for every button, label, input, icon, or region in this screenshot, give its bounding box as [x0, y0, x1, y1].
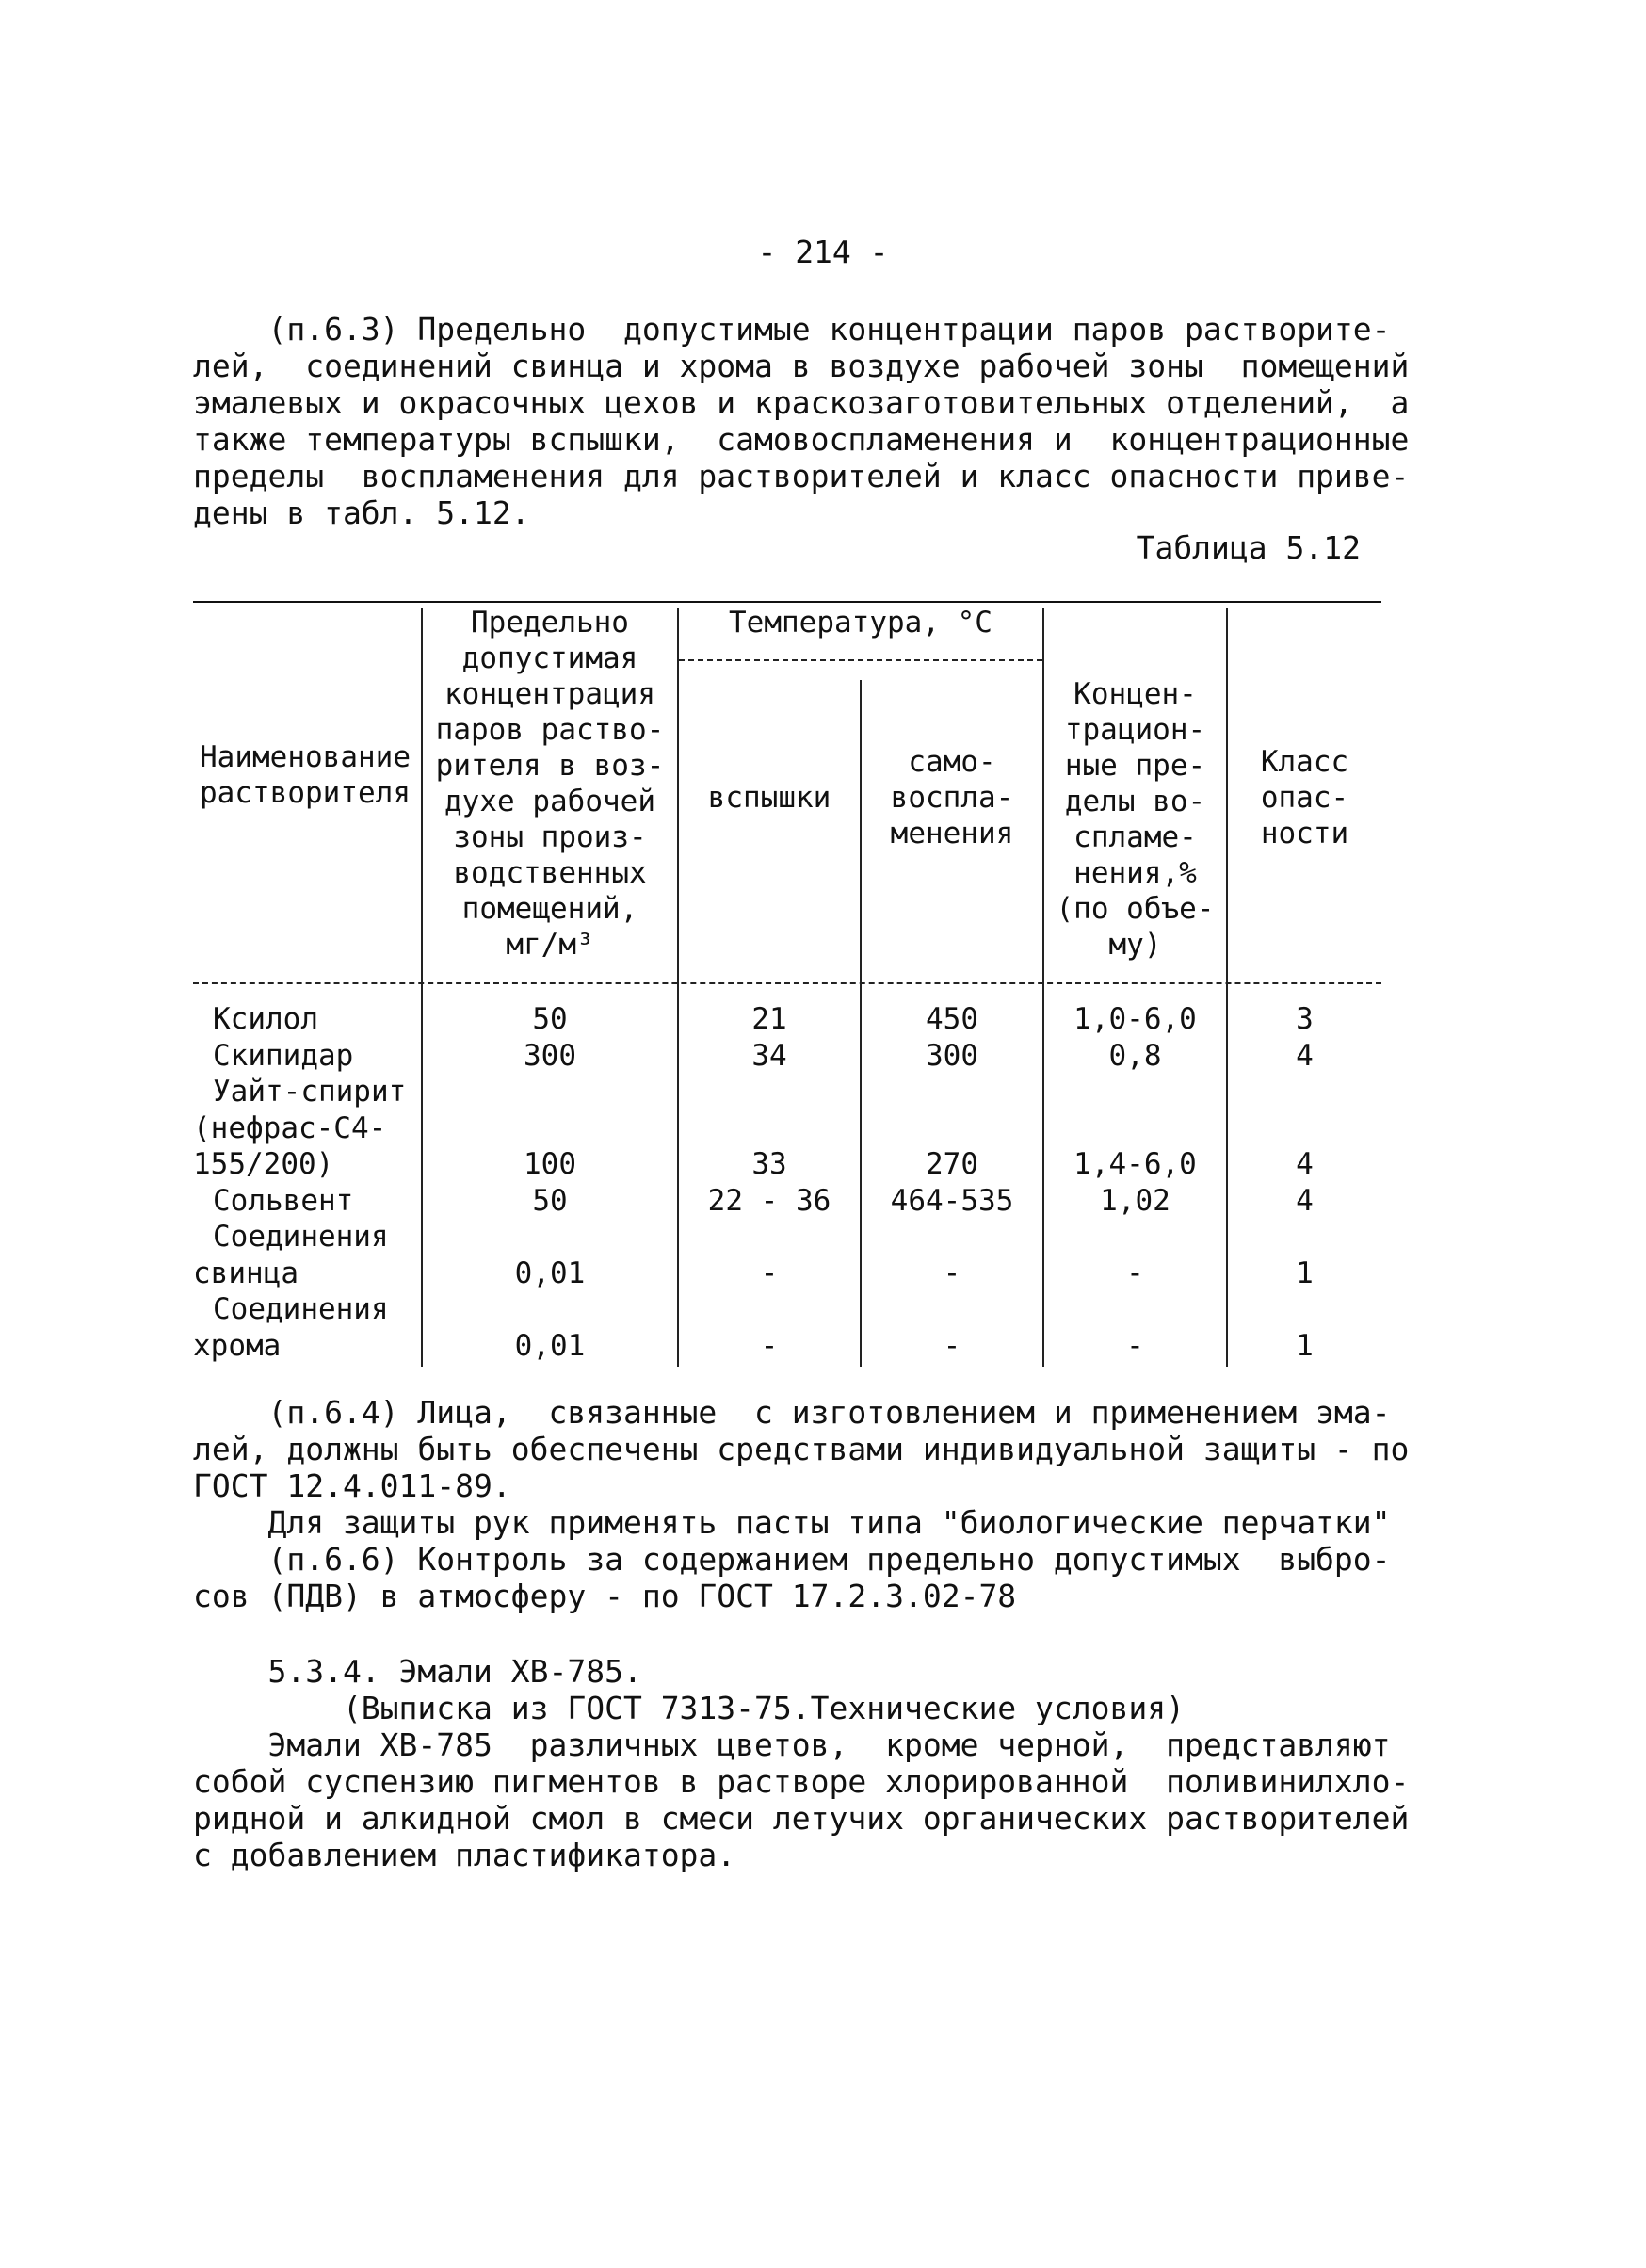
paragraph-line: ГОСТ 12.4.011-89.: [193, 1467, 511, 1504]
flash-point-value: 21: [751, 1002, 787, 1036]
mpc-value: 300: [524, 1038, 576, 1073]
concentration-limits-value: 1,0-6,0: [1073, 1002, 1197, 1036]
hazard-class-value: 1: [1296, 1256, 1314, 1290]
paragraph-line: 5.3.4. Эмали ХВ-785.: [193, 1653, 642, 1690]
flash-point-value: -: [760, 1256, 779, 1290]
concentration-limits-value: 1,02: [1100, 1183, 1170, 1218]
autoignition-value: -: [943, 1256, 961, 1290]
header-flash-point: вспышки: [707, 781, 831, 815]
paragraph-line: ридной и алкидной смол в смеси летучих органических растворителей: [193, 1800, 1410, 1837]
mpc-value: 50: [532, 1183, 568, 1218]
paragraph-line: эмалевых и окрасочных цехов и краскозаготовительных отделений, а: [193, 384, 1410, 421]
paragraph-line: (п.6.4) Лица, связанные с изготовлением и применением эма-: [193, 1394, 1391, 1431]
mpc-value: 50: [532, 1002, 568, 1036]
mpc-value: 100: [524, 1147, 576, 1181]
hazard-class-value: 4: [1296, 1183, 1314, 1218]
paragraph-line: пределы воспламенения для растворителей и класс опасности приве-: [193, 458, 1410, 494]
paragraph-line: собой суспензию пигментов в растворе хлорированной поливинилхло-: [193, 1763, 1410, 1800]
header-bottom-rule: [193, 982, 1381, 984]
table-caption: Таблица 5.12: [1136, 529, 1361, 566]
solvent-name: хрома: [193, 1328, 282, 1363]
paragraph-line: (п.6.6) Контроль за содержанием предельно допустимых выбро-: [193, 1541, 1391, 1578]
solvent-name: Соединения: [213, 1292, 389, 1326]
autoignition-value: -: [943, 1328, 961, 1363]
solvent-name: Скипидар: [213, 1038, 354, 1073]
solvent-name: 155/200): [193, 1147, 334, 1181]
hazard-class-value: 4: [1296, 1147, 1314, 1181]
paragraph-line: дены в табл. 5.12.: [193, 494, 530, 531]
header-concentration-limits: Концен- трацион- ные пре- делы во- спламе- нения,% (по объе- му): [1056, 677, 1215, 962]
flash-point-value: -: [760, 1328, 779, 1363]
header-temperature: Температура, °С: [729, 606, 992, 640]
solvent-name: Уайт-спирит: [213, 1075, 407, 1109]
header-solvent-name: Наименование растворителя: [200, 740, 411, 810]
table-top-rule: [193, 601, 1381, 603]
hazard-class-value: 1: [1296, 1328, 1314, 1363]
autoignition-value: 270: [926, 1147, 978, 1181]
autoignition-value: 464-535: [890, 1183, 1014, 1218]
header-autoignition: само- воспла- менения: [890, 745, 1014, 850]
flash-point-value: 22 - 36: [707, 1183, 831, 1218]
paragraph-line: (п.6.3) Предельно допустимые концентрации паров растворите-: [193, 311, 1391, 348]
paragraph-line: Для защиты рук применять пасты типа "биологические перчатки": [193, 1504, 1391, 1541]
concentration-limits-value: 1,4-6,0: [1073, 1147, 1197, 1181]
temperature-subheader-rule: [679, 659, 1042, 661]
solvent-name: (нефрас-С4-: [193, 1110, 387, 1145]
mpc-value: 0,01: [514, 1328, 586, 1363]
paragraph-line: с добавлением пластификатора.: [193, 1837, 736, 1873]
solvent-name: свинца: [193, 1256, 299, 1290]
concentration-limits-value: -: [1126, 1328, 1144, 1363]
column-separator: [1226, 608, 1228, 1367]
flash-point-value: 34: [751, 1038, 787, 1073]
solvent-name: Соединения: [213, 1220, 389, 1254]
concentration-limits-value: 0,8: [1108, 1038, 1162, 1073]
header-mpc: Предельно допустимая концентрация паров раство- рителя в воз- духе рабочей зоны произ- водственных помещений, мг/м³: [435, 606, 665, 962]
concentration-limits-value: -: [1126, 1256, 1144, 1290]
paragraph-line: лей, должны быть обеспечены средствами индивидуальной защиты - по: [193, 1431, 1410, 1467]
paragraph-line: лей, соединений свинца и хрома в воздухе рабочей зоны помещений: [193, 348, 1410, 384]
paragraph-line: сов (ПДВ) в атмосферу - по ГОСТ 17.2.3.02-78: [193, 1578, 1017, 1614]
solvent-name: Ксилол: [213, 1002, 318, 1036]
paragraph-line: также температуры вспышки, самовоспламенения и концентрационные: [193, 421, 1410, 458]
solvent-name: Сольвент: [213, 1183, 354, 1218]
column-separator: [677, 608, 679, 1367]
autoignition-value: 300: [926, 1038, 978, 1073]
autoignition-value: 450: [926, 1002, 978, 1036]
page-number: - 214 -: [757, 234, 889, 270]
header-hazard-class: Класс опас- ности: [1260, 745, 1349, 850]
paragraph-line: Эмали ХВ-785 различных цветов, кроме черной, представляют: [193, 1726, 1391, 1763]
hazard-class-value: 3: [1296, 1002, 1314, 1036]
hazard-class-value: 4: [1296, 1038, 1314, 1073]
flash-point-value: 33: [751, 1147, 787, 1181]
mpc-value: 0,01: [514, 1256, 586, 1290]
paragraph-line: (Выписка из ГОСТ 7313-75.Технические условия): [193, 1690, 1185, 1726]
